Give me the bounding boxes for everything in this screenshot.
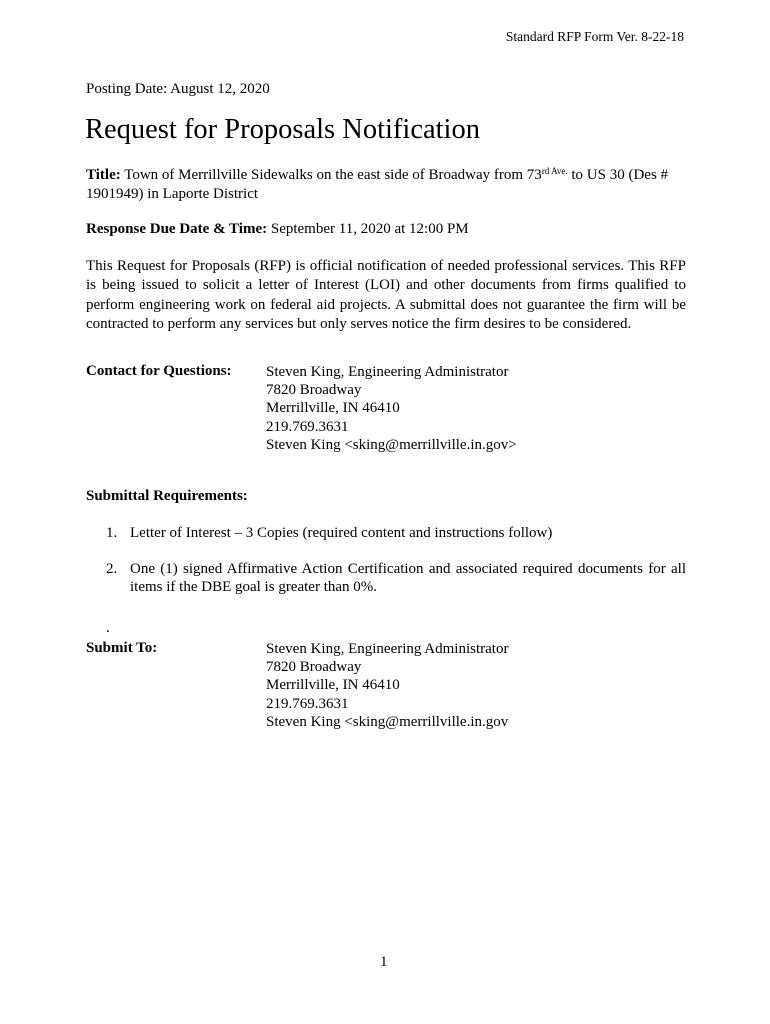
- title-label: Title:: [86, 167, 121, 183]
- submittal-requirements-label: Submittal Requirements:: [86, 488, 248, 504]
- intro-paragraph: This Request for Proposals (RFP) is official notification of needed professional services. This RFP is being issued to solicit a letter of Interest (LOI) and other documents from firms qualified to perform engineering work on federal aid projects. A submittal does not guarantee the firm will be contracted to perform any services but only serves notice the firm desires to be considered.: [86, 258, 686, 332]
- contact-name: Steven King, Engineering Administrator: [266, 364, 509, 380]
- submit-name: Steven King, Engineering Administrator: [266, 641, 509, 657]
- submit-to-address: [266, 640, 508, 731]
- contact-city: Merrillville, IN 46410: [266, 400, 400, 417]
- contact-street: 7820 Broadway: [266, 382, 362, 399]
- form-version: Standard RFP Form Ver. 8-22-18: [505, 29, 684, 44]
- contact-phone: 219.769.3631: [266, 418, 349, 435]
- contact-address: [266, 363, 517, 454]
- contact-label: Contact for Questions:: [86, 363, 232, 379]
- title-text: Town of Merrillville Sidewalks on the east side of Broadway from 73: [120, 167, 542, 183]
- submittal-requirements-list: [86, 524, 686, 597]
- list-item: [86, 560, 686, 597]
- submit-email: Steven King <sking@merrillville.in.gov: [266, 713, 509, 730]
- submit-to-label: Submit To:: [86, 640, 158, 656]
- response-due-label: Response Due Date & Time:: [86, 221, 268, 237]
- response-due: [86, 221, 686, 238]
- contact-email: Steven King <sking@merrillville.in.gov>: [266, 436, 517, 453]
- submit-phone: 219.769.3631: [266, 695, 349, 712]
- stray-mark: .: [106, 620, 110, 636]
- document-title: Request for Proposals Notification: [85, 114, 480, 145]
- title-field: [86, 166, 686, 204]
- list-item-number: 2.: [106, 560, 118, 577]
- posting-date: Posting Date: August 12, 2020: [86, 81, 270, 97]
- response-due-value: September 11, 2020 at 12:00 PM: [267, 221, 469, 237]
- list-item-text: Letter of Interest – 3 Copies (required content and instructions follow): [130, 525, 553, 541]
- page-number: 1: [380, 954, 388, 970]
- title-text-continued: to US 30 (Des # 1901949) in Laporte District: [86, 167, 669, 202]
- list-item-number: 1.: [106, 525, 118, 541]
- list-item-text: One (1) signed Affirmative Action Certification and associated required documents for all items if the DBE goal is greater than 0%.: [130, 560, 686, 595]
- submit-street: 7820 Broadway: [266, 659, 362, 676]
- submit-city: Merrillville, IN 46410: [266, 677, 400, 694]
- title-superscript: rd Ave.: [541, 166, 568, 176]
- list-item: [86, 524, 686, 543]
